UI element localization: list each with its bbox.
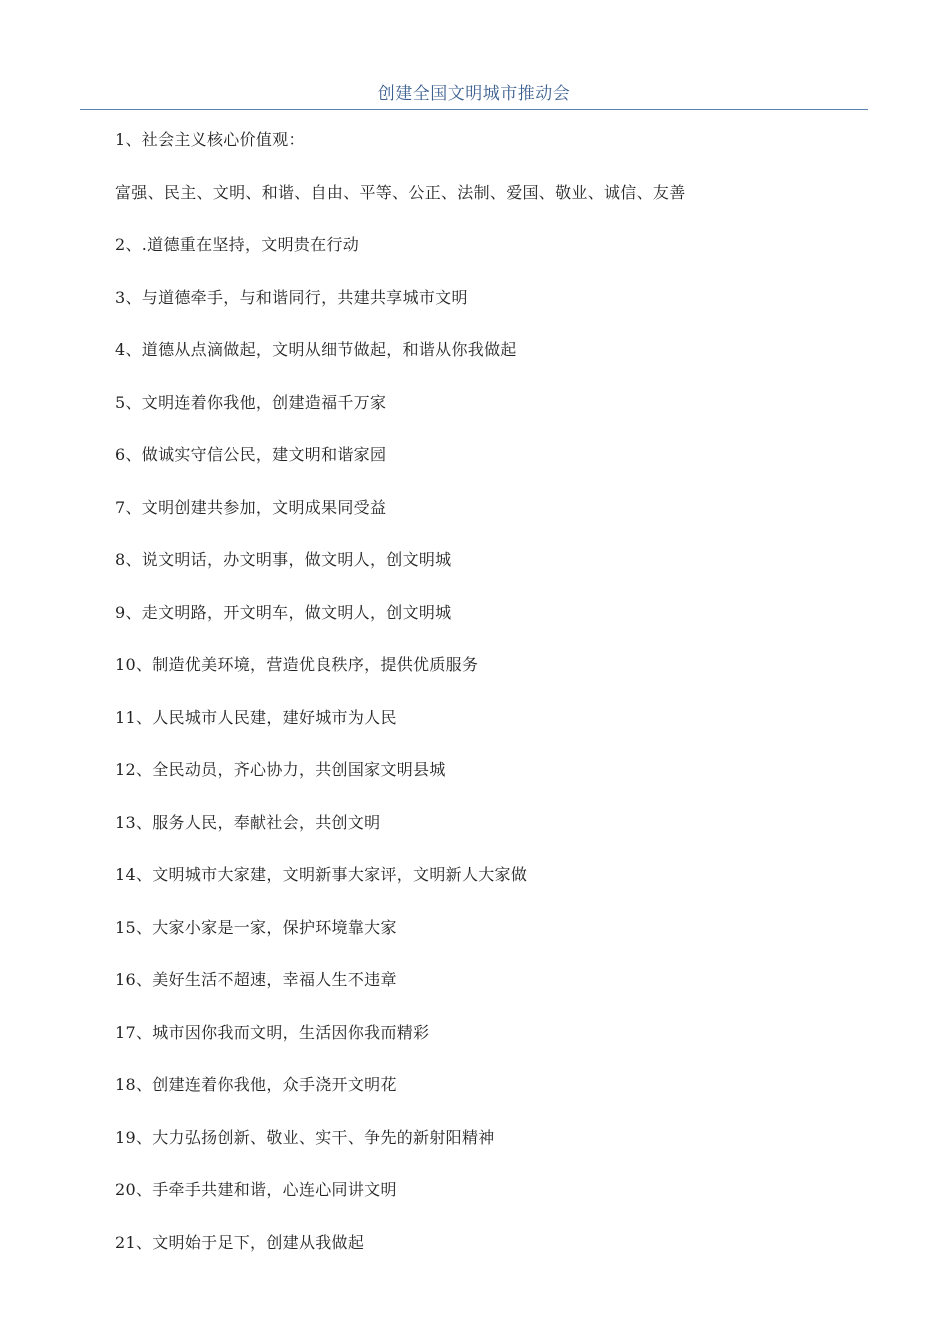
- list-item: 10、制造优美环境，营造优良秩序，提供优质服务: [115, 655, 479, 674]
- list-item: 8、说文明话，办文明事，做文明人，创文明城: [115, 550, 452, 569]
- slogan-list: [115, 126, 855, 1281]
- list-item: 16、美好生活不超速，幸福人生不违章: [115, 970, 397, 989]
- list-item: 4、道德从点滴做起，文明从细节做起，和谐从你我做起: [115, 340, 517, 359]
- list-item: 12、全民动员，齐心协力，共创国家文明县城: [115, 760, 446, 779]
- list-item: 富强、民主、文明、和谐、自由、平等、公正、法制、爱国、敬业、诚信、友善: [115, 182, 686, 202]
- list-item: 19、大力弘扬创新、敬业、实干、争先的新射阳精神: [115, 1127, 495, 1147]
- list-item: 14、文明城市大家建，文明新事大家评，文明新人大家做: [115, 865, 528, 884]
- title-underline: [80, 109, 868, 110]
- list-item: 6、做诚实守信公民，建文明和谐家园: [115, 445, 387, 464]
- list-item: 3、与道德牵手，与和谐同行，共建共享城市文明: [115, 287, 468, 307]
- list-item: 9、走文明路，开文明车，做文明人，创文明城: [115, 602, 452, 622]
- list-item: 13、服务人民，奉献社会，共创文明: [115, 812, 381, 832]
- list-item: 5、文明连着你我他，创建造福千万家: [115, 392, 387, 412]
- list-item: 17、城市因你我而文明，生活因你我而精彩: [115, 1022, 430, 1042]
- list-item: 11、人民城市人民建，建好城市为人民: [115, 707, 397, 727]
- list-item: 18、创建连着你我他，众手浇开文明花: [115, 1075, 397, 1094]
- list-item: 20、手牵手共建和谐，心连心同讲文明: [115, 1180, 397, 1199]
- list-item: 15、大家小家是一家，保护环境靠大家: [115, 917, 397, 937]
- list-item: 2、.道德重在坚持，文明贵在行动: [115, 235, 360, 254]
- document-title: 创建全国文明城市推动会: [377, 84, 571, 104]
- list-item: 1、社会主义核心价值观：: [115, 130, 305, 149]
- list-item: 7、文明创建共参加，文明成果同受益: [115, 497, 387, 517]
- list-item: 21、文明始于足下，创建从我做起: [115, 1232, 365, 1252]
